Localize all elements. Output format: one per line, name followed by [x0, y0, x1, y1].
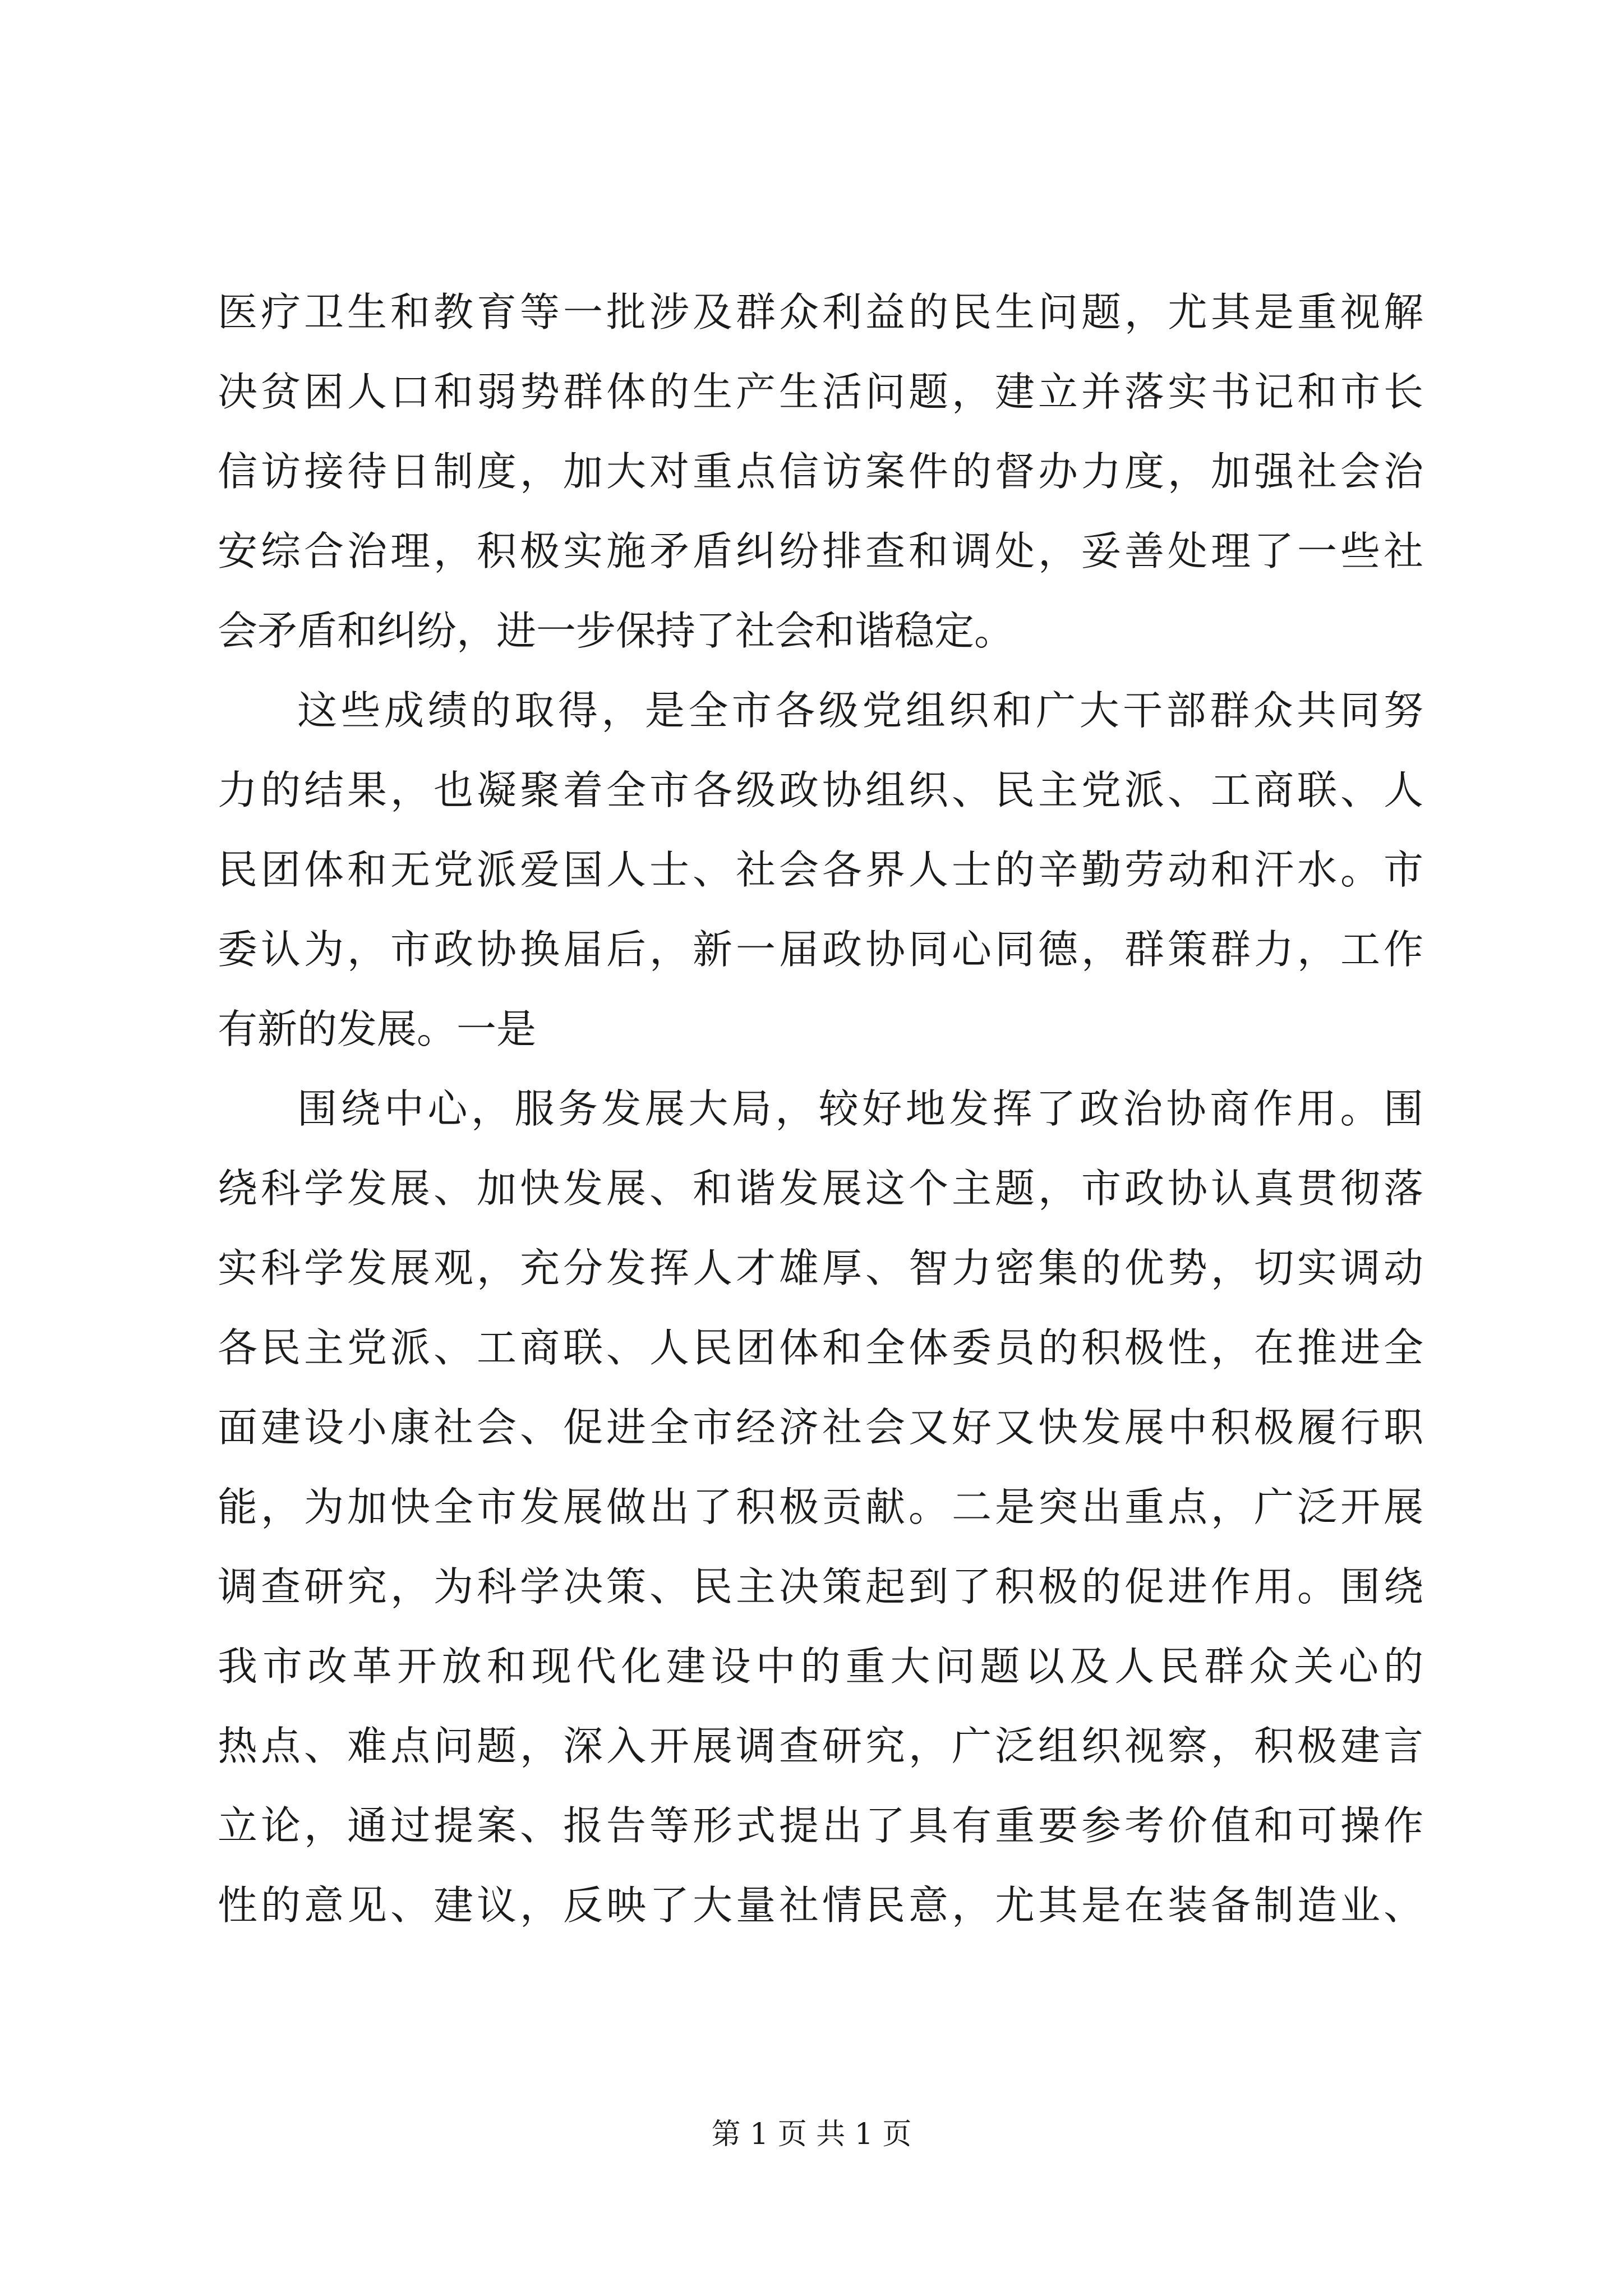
text-line: 医疗卫生和教育等一批涉及群众利益的民生问题，尤其是重视解	[218, 289, 1423, 335]
text-line: 我市改革开放和现代化建设中的重大问题以及人民群众关心的	[218, 1643, 1423, 1690]
text-line: 实科学发展观，充分发挥人才雄厚、智力密集的优势，切实调动	[218, 1245, 1423, 1291]
text-line: 能，为加快全市发展做出了积极贡献。二是突出重点，广泛开展	[218, 1484, 1423, 1530]
text-line: 各民主党派、工商联、人民团体和全体委员的积极性，在推进全	[218, 1324, 1423, 1371]
text-line: 性的意见、建议，反映了大量社情民意，尤其是在装备制造业、	[218, 1882, 1423, 1929]
text-line: 热点、难点问题，深入开展调查研究，广泛组织视察，积极建言	[218, 1723, 1423, 1769]
document-body	[218, 273, 1423, 1945]
text-line: 决贫困人口和弱势群体的生产生活问题，建立并落实书记和市长	[218, 369, 1423, 415]
text-line: 委认为，市政协换届后，新一届政协同心同德，群策群力，工作	[218, 926, 1423, 973]
text-line: 面建设小康社会、促进全市经济社会又好又快发展中积极履行职	[218, 1404, 1423, 1451]
text-line: 会矛盾和纠纷，进一步保持了社会和谐稳定。	[218, 608, 1015, 654]
text-line: 绕科学发展、加快发展、和谐发展这个主题，市政协认真贯彻落	[218, 1165, 1423, 1212]
text-line: 调查研究，为科学决策、民主决策起到了积极的促进作用。围绕	[218, 1563, 1423, 1610]
text-line: 有新的发展。一是	[218, 1006, 537, 1052]
text-line: 围绕中心，服务发展大局，较好地发挥了政治协商作用。围	[297, 1085, 1423, 1132]
text-line: 安综合治理，积极实施矛盾纠纷排查和调处，妥善处理了一些社	[218, 528, 1423, 574]
text-line: 信访接待日制度，加大对重点信访案件的督办力度，加强社会治	[218, 448, 1423, 495]
text-line: 力的结果，也凝聚着全市各级政协组织、民主党派、工商联、人	[218, 767, 1423, 813]
text-line: 这些成绩的取得，是全市各级党组织和广大干部群众共同努	[297, 687, 1423, 734]
text-line: 民团体和无党派爱国人士、社会各界人士的辛勤劳动和汗水。市	[218, 846, 1423, 893]
text-line: 立论，通过提案、报告等形式提出了具有重要参考价值和可操作	[218, 1802, 1423, 1849]
page-number-footer: 第 1 页 共 1 页	[711, 2118, 912, 2151]
